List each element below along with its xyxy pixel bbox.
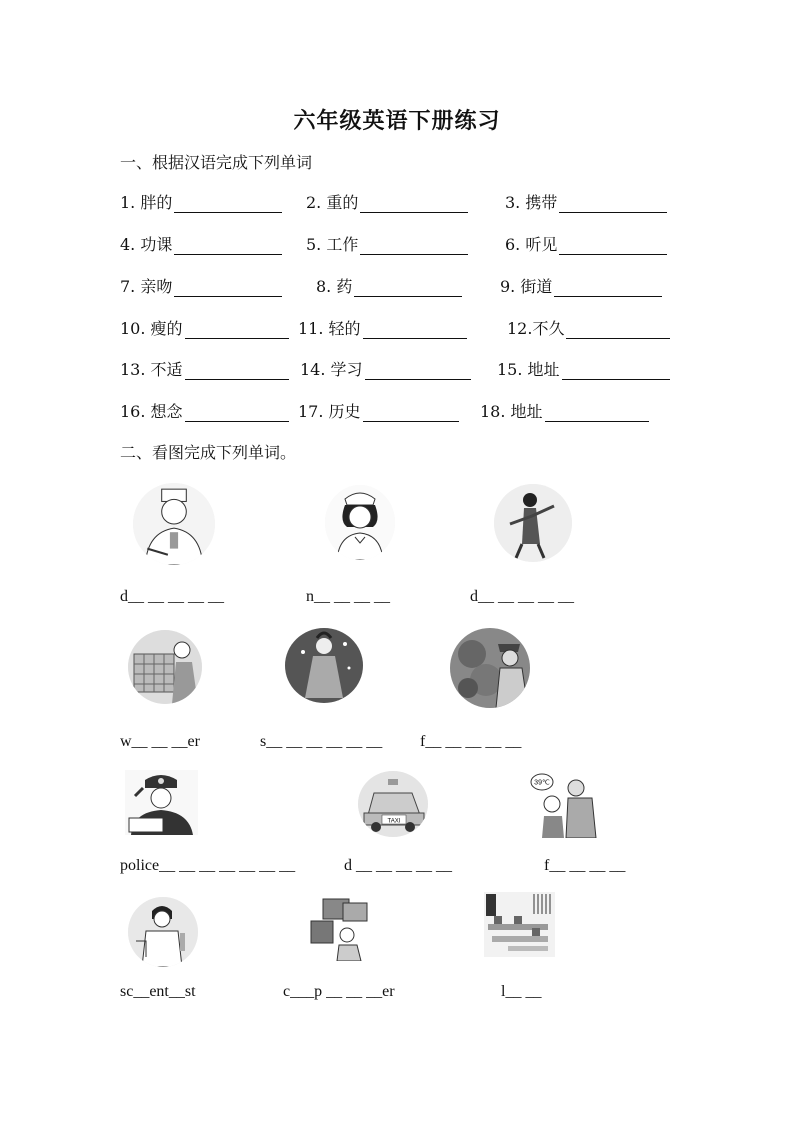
vocab-item: 15. 地址 [497,357,670,380]
vocab-row-3 [120,274,690,298]
vocab-item: 6. 听见 [505,232,667,255]
vocab-item: 16. 想念 [120,399,289,422]
vocab-item: 7. 亲吻 [120,274,282,297]
section1-heading: 一、根据汉语完成下列单词 [120,153,313,172]
vocab-row-5 [120,357,690,381]
vocab-item: 9. 街道 [500,274,662,297]
fever-picture [528,770,602,838]
answer-policeman: police__ __ __ __ __ __ __ [120,857,296,874]
vocab-item: 13. 不适 [120,357,289,380]
vocab-item: 14. 学习 [300,357,471,380]
doctor-picture [133,483,215,565]
svg-text:39℃: 39℃ [534,779,550,787]
vocab-row-6 [120,399,690,423]
dancer-picture [494,484,572,562]
svg-text:TAXI: TAXI [387,818,401,825]
vocab-item: 8. 药 [316,274,462,297]
worker-picture [128,630,202,704]
vocab-item: 18. 地址 [480,399,649,422]
vocab-item: 5. 工作 [306,232,468,255]
vocab-item: 11. 轻的 [298,316,467,339]
answer-doctor: d__ __ __ __ __ [120,588,224,605]
answer-lab: l__ __ [501,983,542,1000]
answer-nurse: n__ __ __ __ [306,588,390,605]
vocab-row-2 [120,232,690,256]
answer-fever: f__ __ __ __ [544,857,626,874]
lab-picture [484,892,555,957]
vocab-item: 3. 携带 [505,190,667,213]
vocab-row-4 [120,316,690,340]
page-title: 六年级英语下册练习 [293,108,501,134]
answer-farmer: f__ __ __ __ __ [420,733,522,750]
computer-picture [307,895,373,961]
vocab-item: 4. 功课 [120,232,282,255]
scientist-picture [128,897,198,967]
vocab-item: 1. 胖的 [120,190,282,213]
singer-picture [285,628,363,703]
section2-heading: 二、看图完成下列单词。 [120,443,297,462]
vocab-row-1 [120,190,690,214]
vocab-item: 12.不久 [507,316,670,339]
farmer-picture [450,628,530,708]
answer-singer: s__ __ __ __ __ __ [260,733,383,750]
vocab-item: 10. 瘦的 [120,316,289,339]
answer-scientist: sc__ent__st [120,983,196,1000]
answer-dancer: d__ __ __ __ __ [470,588,574,605]
taxi-driver-picture [358,771,428,837]
answer-computer: c___p __ __ __er [283,983,395,1000]
vocab-item: 2. 重的 [306,190,468,213]
policeman-picture [125,770,198,835]
answer-driver: d __ __ __ __ __ [344,857,452,874]
nurse-picture [325,485,395,560]
vocab-item: 17. 历史 [298,399,459,422]
answer-worker: w__ __ __er [120,733,200,750]
